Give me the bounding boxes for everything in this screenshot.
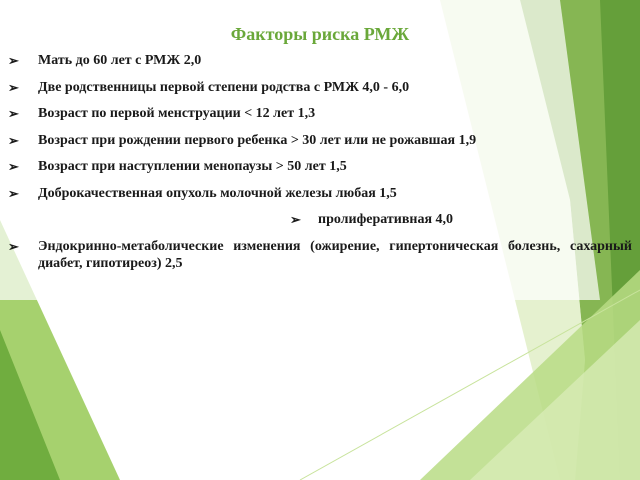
list-item bbox=[8, 79, 632, 96]
risk-factor-list bbox=[8, 52, 632, 281]
list-item-text: пролиферативная 4,0 bbox=[318, 212, 454, 227]
list-item-text: Эндокринно-метаболические изменения (ожирение, гипертоническая болезнь, сахарный диабет, гипотиреоз) 2,5 bbox=[38, 238, 632, 271]
arrow-bullet-icon: ➢ bbox=[8, 238, 19, 254]
list-item-text: Возраст по первой менструации < 12 лет 1,3 bbox=[38, 106, 316, 121]
arrow-bullet-icon: ➢ bbox=[8, 53, 19, 68]
list-item-text: Возраст при рождении первого ребенка > 30 лет или не рожавшая 1,9 bbox=[38, 132, 477, 148]
list-item bbox=[8, 185, 632, 202]
list-subitem bbox=[8, 211, 632, 228]
list-item-text: Возраст при наступлении менопаузы > 50 лет 1,5 bbox=[38, 159, 347, 174]
list-item bbox=[8, 238, 632, 272]
list-item bbox=[8, 158, 632, 175]
slide-title: Факторы риска РМЖ bbox=[230, 24, 410, 44]
arrow-bullet-icon: ➢ bbox=[8, 106, 19, 121]
arrow-bullet-icon: ➢ bbox=[290, 212, 301, 227]
arrow-bullet-icon: ➢ bbox=[8, 159, 19, 174]
arrow-bullet-icon: ➢ bbox=[8, 185, 19, 201]
list-item-text: Две родственницы первой степени родства с РМЖ 4,0 - 6,0 bbox=[38, 79, 410, 95]
list-item bbox=[8, 52, 632, 69]
list-item bbox=[8, 105, 632, 122]
list-item-text: Мать до 60 лет с РМЖ 2,0 bbox=[38, 53, 202, 68]
list-item-text: Доброкачественная опухоль молочной железы любая 1,5 bbox=[38, 185, 397, 201]
list-item bbox=[8, 132, 632, 149]
arrow-bullet-icon: ➢ bbox=[8, 79, 19, 95]
arrow-bullet-icon: ➢ bbox=[8, 132, 19, 148]
